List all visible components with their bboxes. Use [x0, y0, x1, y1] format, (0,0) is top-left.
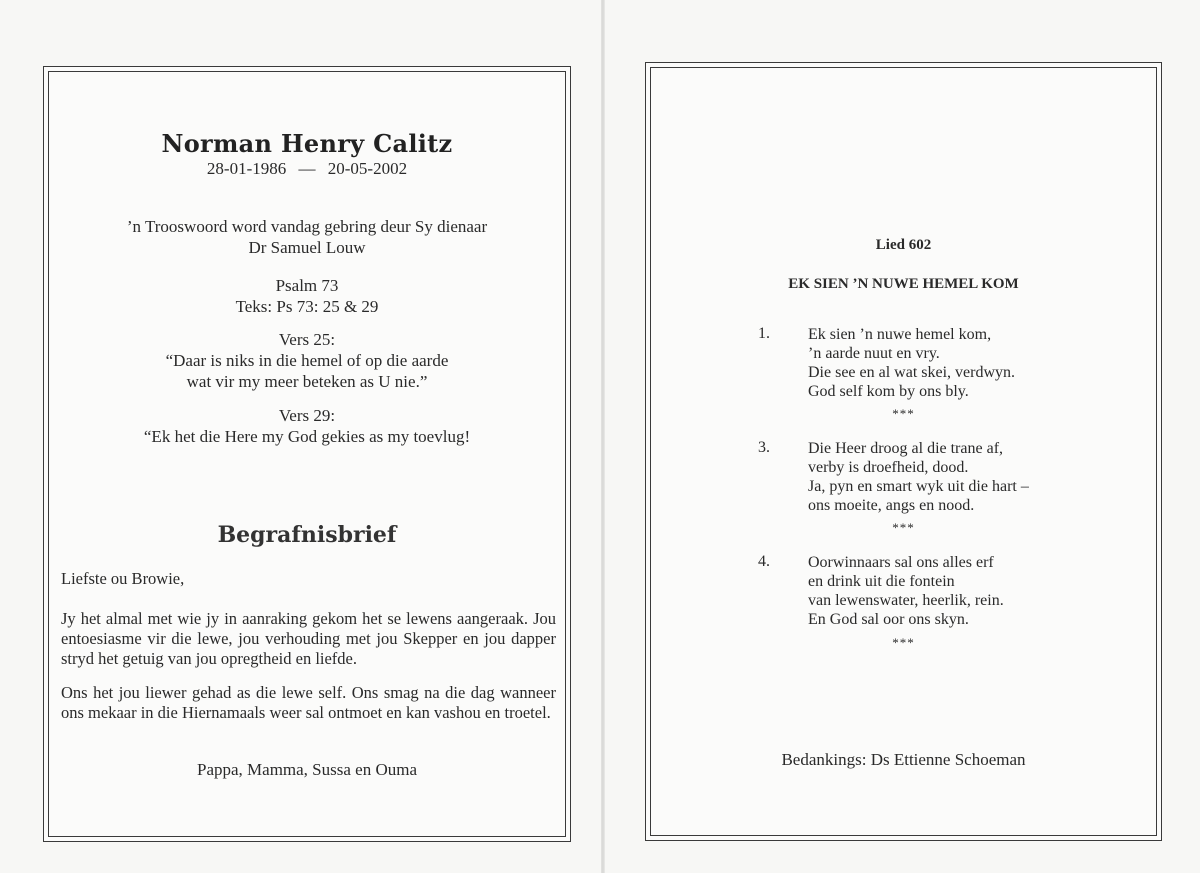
life-dates	[44, 159, 570, 179]
left-page-border	[43, 66, 571, 842]
verse-29-label: Vers 29:	[278, 406, 336, 425]
psalm-label: Psalm 73	[275, 276, 339, 295]
letter-heading: Begrafnisbrief	[217, 522, 397, 548]
right-page	[605, 0, 1200, 873]
hymn-number: Lied 602	[875, 237, 932, 253]
verse-29-line-1: “Ek het die Here my God gekies as my toevlug!	[143, 427, 471, 446]
verse-separator: ***	[892, 520, 915, 535]
verse-line: Ek sien ’n nuwe hemel kom,	[808, 326, 992, 343]
deceased-name: Norman Henry Calitz	[161, 129, 453, 158]
intro-line-2: Dr Samuel Louw	[248, 238, 366, 257]
verse-line: God self kom by ons bly.	[808, 383, 969, 400]
verse-number: 4.	[758, 553, 770, 570]
verse-block	[808, 325, 1015, 401]
scripture-reference	[44, 275, 570, 317]
verse-block	[808, 553, 1004, 629]
verse-line: Oorwinnaars sal ons alles erf	[808, 554, 994, 571]
verse-25-block	[44, 329, 570, 392]
verse-25-line-2: wat vir my meer beteken as U nie.”	[186, 372, 428, 391]
verse-number: 1.	[758, 325, 770, 342]
death-date: 20-05-2002	[327, 159, 408, 178]
verse-block	[808, 439, 1029, 515]
letter-greeting: Liefste ou Browie,	[61, 569, 185, 588]
verse-line: van lewenswater, heerlik, rein.	[808, 592, 1004, 609]
right-page-border	[645, 62, 1162, 841]
letter-paragraph-1: Jy het almal met wie jy in aanraking gekom het se lewens aangeraak. Jou entoesiasme vir die lewe, jou verhouding met jou Skepper en jou dapper stryd het getuig van jou opregtheid en liefde.	[61, 609, 556, 668]
verse-number: 3.	[758, 439, 770, 456]
verse-line: Die see en al wat skei, verdwyn.	[808, 364, 1016, 381]
verse-line: ’n aarde nuut en vry.	[808, 345, 940, 362]
verse-separator: ***	[892, 406, 915, 421]
letter-signature: Pappa, Mamma, Sussa en Ouma	[196, 760, 418, 779]
intro-line-1: ’n Trooswoord word vandag gebring deur Sy dienaar	[126, 217, 488, 236]
hymn-title: EK SIEN ’N NUWE HEMEL KOM	[788, 276, 1019, 292]
verse-line: en drink uit die fontein	[808, 573, 955, 590]
service-intro	[44, 216, 570, 258]
verse-line: En God sal oor ons skyn.	[808, 611, 969, 628]
text-reference: Teks: Ps 73: 25 & 29	[235, 297, 379, 316]
verse-25-label: Vers 25:	[278, 330, 336, 349]
birth-date: 28-01-1986	[206, 159, 287, 178]
date-dash: —	[298, 159, 316, 178]
verse-line: Die Heer droog al die trane af,	[808, 440, 1004, 457]
verse-25-line-1: “Daar is niks in die hemel of op die aarde	[165, 351, 449, 370]
letter-paragraph-2: Ons het jou liewer gehad as die lewe self. Ons smag na die dag wanneer ons mekaar in die Hiernamaals weer sal ontmoet en kan vashou en troetel.	[61, 683, 556, 722]
verse-line: ons moeite, angs en nood.	[808, 497, 975, 514]
acknowledgement: Bedankings: Ds Ettienne Schoeman	[781, 750, 1026, 769]
verse-line: Ja, pyn en smart wyk uit die hart –	[808, 478, 1029, 495]
verse-line: verby is droefheid, dood.	[808, 459, 969, 476]
verse-29-block	[44, 405, 570, 447]
verse-separator: ***	[892, 635, 915, 650]
